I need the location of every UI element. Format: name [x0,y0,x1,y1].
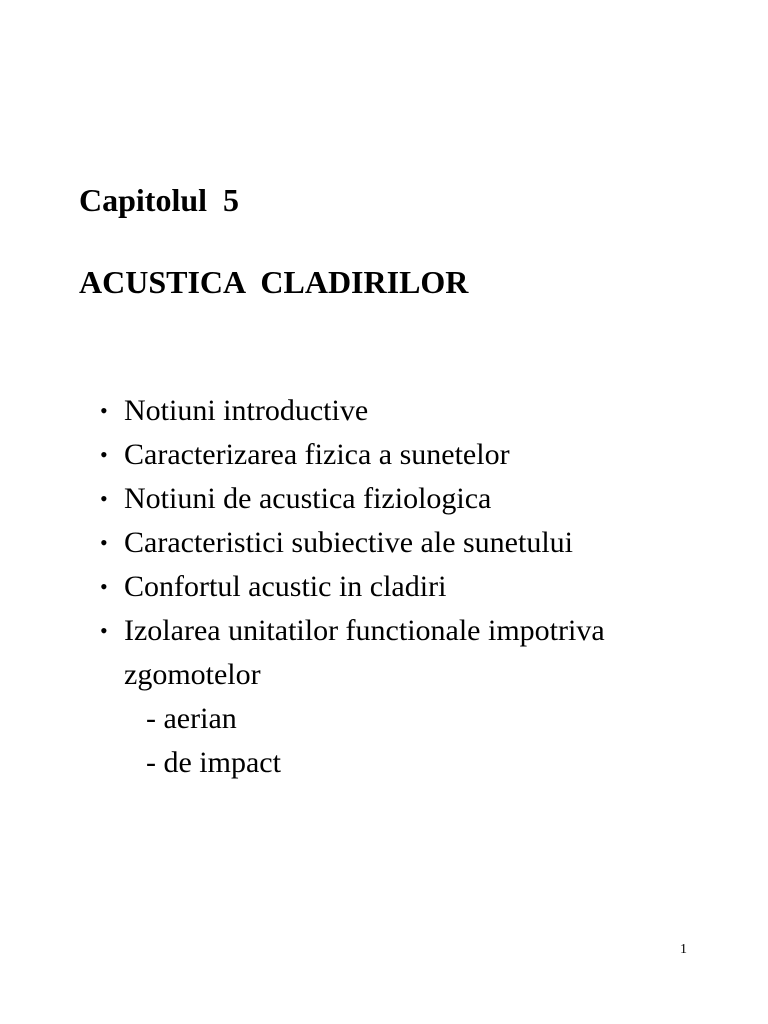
bullet-icon: • [100,574,108,599]
page-number: 1 [680,942,687,957]
topic-item [100,433,740,477]
subtopic-list [124,697,740,785]
topic-text: Caracterizarea fizica a sunetelor [124,438,510,471]
subtopic-item: - de impact [146,746,281,779]
chapter-title: ACUSTICA CLADIRILOR [79,264,469,300]
topic-text: Caracteristici subiective ale sunetului [124,526,574,559]
bullet-icon: • [100,618,108,643]
chapter-heading: Capitolul 5 [79,182,240,218]
topic-item [100,609,740,785]
bullet-icon: • [100,398,108,423]
topic-item [100,389,740,433]
topic-item [100,477,740,521]
bullet-icon: • [100,486,108,511]
topic-text: Notiuni de acustica fiziologica [124,482,492,515]
topic-list [100,389,740,785]
topic-text: Confortul acustic in cladiri [124,570,447,603]
topic-text: Izolarea unitatilor functionale impotriva zgomotelor [124,614,605,691]
topic-item [100,521,740,565]
topic-item [100,565,740,609]
bullet-icon: • [100,442,108,467]
topic-text: Notiuni introductive [124,394,369,427]
bullet-icon: • [100,530,108,555]
subtopic-item: - aerian [146,702,237,735]
